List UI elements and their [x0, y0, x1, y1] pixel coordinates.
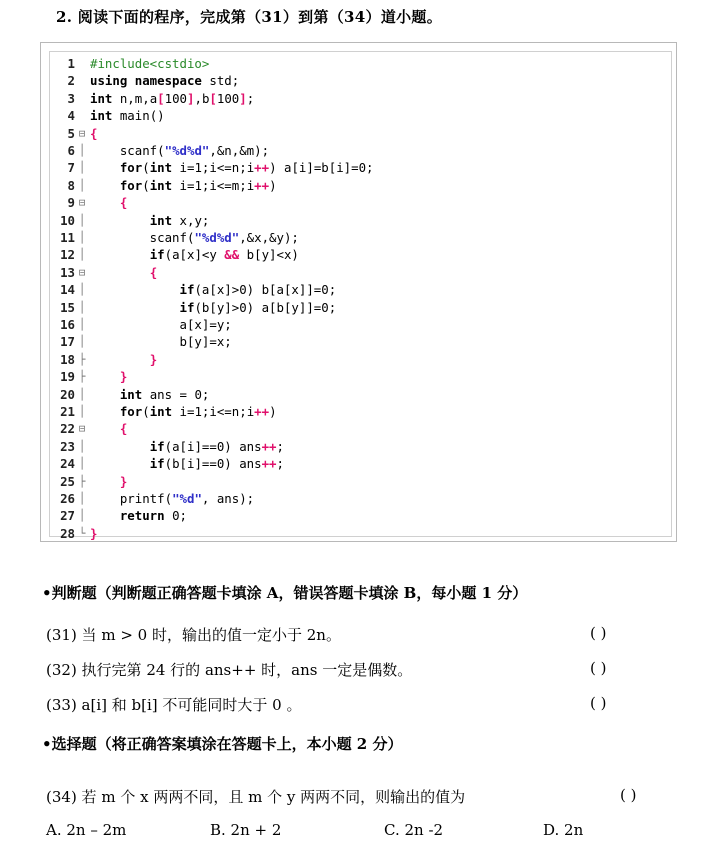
fold-guide: │: [78, 161, 86, 175]
fold-guide: │: [78, 405, 86, 418]
code-line: [50, 420, 671, 437]
line-number: 20: [60, 386, 75, 402]
code-text: int n,m,a[100],b[100];: [90, 90, 255, 106]
code-text: {: [119, 195, 128, 211]
fold-guide: │: [78, 300, 86, 314]
line-number: 27: [60, 508, 75, 524]
code-text: for(int i=1;i<=n;i++) a[i]=b[i]=0;: [119, 160, 374, 176]
answer-blank-34: ( ): [620, 786, 637, 804]
code-text: int ans = 0;: [119, 386, 210, 402]
question-31: (31) 当 m > 0 时，输出的值一定小于 2n。: [46, 626, 341, 644]
line-number: 3: [67, 90, 75, 106]
code-line: [50, 438, 671, 455]
code-line: [50, 107, 671, 124]
fold-toggle-icon[interactable]: ⊟: [78, 196, 86, 210]
code-text: printf("%d", ans);: [90, 491, 255, 506]
code-line: [50, 125, 671, 142]
code-line: [50, 159, 671, 176]
code-line: [50, 490, 671, 507]
code-text: {: [90, 125, 98, 141]
code-editor-panel: [49, 51, 672, 541]
code-text: int main(): [90, 108, 165, 124]
line-number: 6: [67, 143, 75, 158]
fold-guide: │: [78, 439, 86, 453]
choice-section-heading: •选择题（将正确答案填涂在答题卡上，本小题 2 分）: [42, 735, 403, 753]
fold-guide: │: [78, 318, 86, 331]
code-line: [50, 177, 671, 194]
code-text: {: [149, 264, 158, 280]
line-number: 11: [60, 230, 75, 245]
choice-b: B. 2n + 2: [210, 821, 282, 839]
line-number: 10: [60, 212, 75, 228]
question-33: (33) a[i] 和 b[i] 不可能同时大于 0 。: [46, 696, 302, 714]
line-number: 15: [60, 299, 75, 315]
code-line: [50, 55, 671, 72]
fold-guide: │: [78, 283, 86, 297]
code-line: [50, 281, 671, 298]
code-text: {: [119, 421, 128, 437]
code-text: a[x]=y;: [90, 317, 232, 332]
line-number: 26: [60, 491, 75, 506]
code-text: }: [90, 525, 98, 541]
code-listing: [40, 42, 677, 542]
code-line: [50, 142, 671, 159]
code-text: for(int i=1;i<=m;i++): [119, 177, 277, 193]
code-line: [50, 194, 671, 211]
choice-d: D. 2n: [543, 821, 584, 839]
choice-c: C. 2n -2: [384, 821, 444, 839]
line-number: 13: [60, 264, 75, 280]
fold-guide: │: [78, 492, 86, 505]
fold-guide: └: [78, 526, 86, 540]
code-text: int x,y;: [149, 212, 210, 228]
line-number: 17: [60, 334, 75, 350]
code-line: [50, 333, 671, 350]
code-text: if(a[i]==0) ans++;: [149, 438, 284, 454]
code-text: if(b[i]==0) ans++;: [149, 456, 284, 472]
code-text: scanf("%d%d",&n,&m);: [90, 143, 270, 158]
fold-toggle-icon[interactable]: ⊟: [78, 422, 86, 436]
code-line: [50, 264, 671, 281]
answer-blank-32: ( ): [590, 659, 607, 677]
code-text: }: [119, 369, 128, 385]
line-number: 24: [60, 456, 75, 472]
code-line: [50, 299, 671, 316]
line-number: 7: [67, 160, 75, 176]
code-line: [50, 351, 671, 368]
code-text: }: [149, 351, 158, 367]
fold-guide: │: [78, 509, 86, 523]
code-line: [50, 386, 671, 403]
code-line: [50, 473, 671, 490]
line-number: 22: [60, 421, 75, 437]
question-34: (34) 若 m 个 x 两两不同，且 m 个 y 两两不同，则输出的值为: [46, 788, 466, 806]
fold-guide: │: [78, 231, 86, 244]
code-line: [50, 72, 671, 89]
code-line: [50, 525, 671, 542]
answer-blank-31: ( ): [590, 624, 607, 642]
line-number: 16: [60, 317, 75, 332]
code-text: scanf("%d%d",&x,&y);: [90, 230, 299, 245]
code-text: for(int i=1;i<=n;i++): [119, 404, 277, 419]
code-line: [50, 212, 671, 229]
line-number: 1: [67, 56, 75, 71]
code-text: }: [119, 473, 128, 489]
fold-guide: │: [78, 178, 86, 192]
code-line: [50, 90, 671, 107]
line-number: 25: [60, 473, 75, 489]
code-text: b[y]=x;: [90, 334, 232, 350]
code-line: [50, 507, 671, 524]
line-number: 12: [60, 247, 75, 263]
code-line: [50, 246, 671, 263]
code-line: [50, 403, 671, 420]
fold-guide: │: [78, 248, 86, 262]
judge-section-heading: •判断题（判断题正确答题卡填涂 A，错误答题卡填涂 B，每小题 1 分）: [42, 584, 528, 602]
question-title: 2. 阅读下面的程序，完成第（31）到第（34）道小题。: [56, 8, 443, 26]
line-number: 18: [60, 351, 75, 367]
choice-a: A. 2n – 2m: [46, 821, 127, 839]
fold-guide: │: [78, 335, 86, 349]
code-text: if(a[x]<y && b[y]<x): [149, 247, 299, 263]
fold-guide: │: [78, 144, 86, 157]
line-number: 21: [60, 404, 75, 419]
line-number: 23: [60, 438, 75, 454]
line-number: 14: [60, 282, 75, 298]
answer-blank-33: ( ): [590, 694, 607, 712]
code-line: [50, 368, 671, 385]
code-text: #include<cstdio>: [90, 56, 210, 71]
fold-guide: │: [78, 387, 86, 401]
code-line: [50, 229, 671, 246]
fold-toggle-icon[interactable]: ⊟: [78, 126, 86, 140]
fold-guide: │: [78, 213, 86, 227]
line-number: 9: [67, 195, 75, 211]
line-number: 8: [67, 177, 75, 193]
code-line: [50, 316, 671, 333]
question-32: (32) 执行完第 24 行的 ans++ 时，ans 一定是偶数。: [46, 661, 413, 679]
fold-guide: ├: [78, 352, 86, 366]
code-text: using namespace std;: [90, 73, 240, 89]
fold-guide: ├: [78, 370, 86, 384]
fold-toggle-icon[interactable]: ⊟: [78, 265, 86, 279]
code-text: return 0;: [119, 508, 187, 524]
line-number: 28: [60, 525, 75, 541]
line-number: 4: [67, 108, 75, 124]
line-number: 2: [67, 73, 75, 89]
fold-guide: ├: [78, 474, 86, 488]
code-line: [50, 455, 671, 472]
line-number: 19: [60, 369, 75, 385]
fold-guide: │: [78, 457, 86, 471]
line-number: 5: [67, 125, 75, 141]
code-text: if(b[y]>0) a[b[y]]=0;: [179, 299, 337, 315]
code-text: if(a[x]>0) b[a[x]]=0;: [179, 282, 337, 298]
